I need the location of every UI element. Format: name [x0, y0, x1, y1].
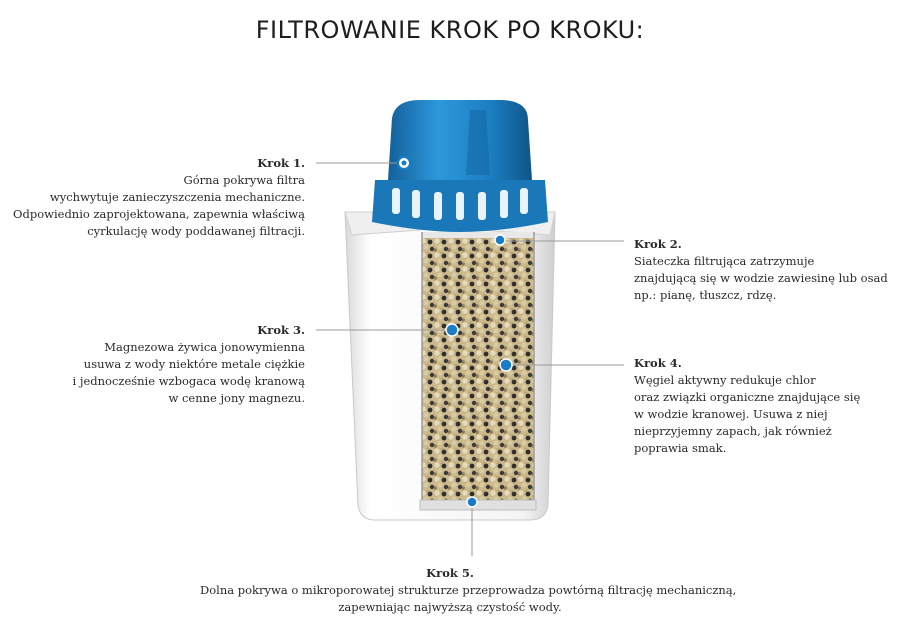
step-2-text-line: Siateczka filtrująca zatrzymuje: [634, 254, 815, 268]
step-5-callout: [200, 565, 737, 616]
step-1-callout: [13, 155, 305, 240]
marker-dot: [467, 497, 477, 507]
step-3-text-line: Magnezowa żywica jonowymienna: [104, 340, 305, 354]
step-1-text-line: Odpowiednio zaprojektowana, zapewnia właściwą: [13, 207, 305, 221]
step-3-heading: Krok 3.: [257, 323, 305, 337]
step-1-text-line: wychwytuje zanieczyszczenia mechaniczne.: [49, 190, 305, 204]
step-4-text-line: nieprzyjemny zapach, jak również: [634, 424, 832, 438]
step-1-heading: Krok 1.: [257, 156, 305, 170]
marker-dot: [495, 235, 505, 245]
marker-dot: [500, 359, 512, 371]
granules-section: [422, 232, 534, 502]
step-5-heading: Krok 5.: [426, 566, 474, 580]
step-2-heading: Krok 2.: [634, 237, 682, 251]
marker-dot: [446, 324, 458, 336]
step-1-text-line: cyrkulację wody poddawanej filtracji.: [87, 224, 305, 238]
step-2-text-line: znajdującą się w wodzie zawiesinę lub osad: [634, 271, 888, 285]
step-4-heading: Krok 4.: [634, 356, 682, 370]
step-3-callout: [73, 322, 305, 407]
step-2-text-line: np.: pianę, tłuszcz, rdzę.: [634, 288, 777, 302]
step-5-text-line: zapewniając najwyższą czystość wody.: [338, 600, 562, 614]
step-4-text-line: Węgiel aktywny redukuje chlor: [634, 373, 816, 387]
step-3-text-line: w cenne jony magnezu.: [168, 391, 305, 405]
step-2-callout: [634, 236, 888, 304]
diagram-title: FILTROWANIE KROK PO KROKU:: [255, 16, 645, 44]
step-4-text-line: poprawia smak.: [634, 441, 727, 455]
step-5-text-line: Dolna pokrywa o mikroporowatej strukturze przeprowadza powtórną filtrację mechaniczną,: [200, 583, 737, 597]
step-4-callout: [634, 355, 860, 457]
step-1-text-line: Górna pokrywa filtra: [183, 173, 305, 187]
step-3-text-line: i jednocześnie wzbogaca wodę kranową: [72, 374, 305, 388]
step-3-text-line: usuwa z wody niektóre metale ciężkie: [83, 357, 305, 371]
step-4-text-line: w wodzie kranowej. Usuwa z niej: [634, 407, 828, 421]
step-4-text-line: oraz związki organiczne znajdujące się: [634, 390, 861, 404]
